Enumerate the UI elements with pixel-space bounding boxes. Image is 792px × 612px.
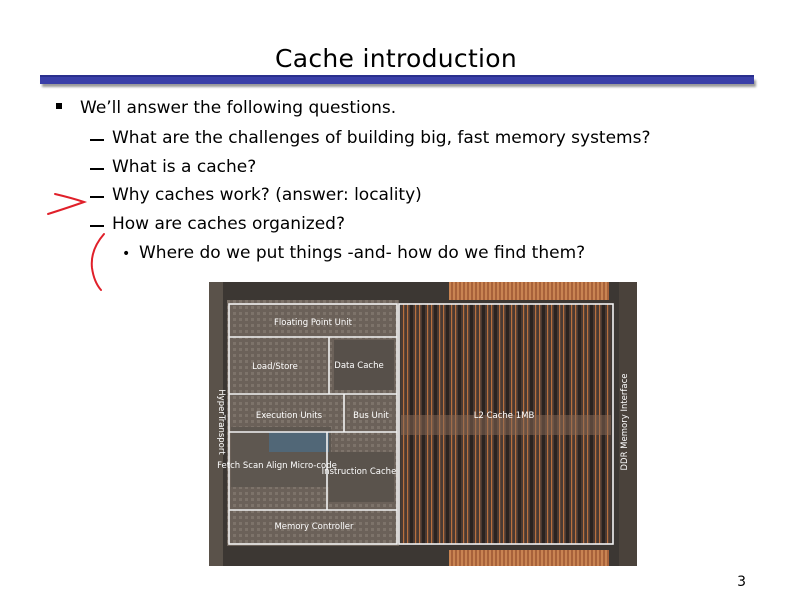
- bullet-main: We’ll answer the following questions.: [80, 98, 397, 118]
- die-label-instruction-cache: Instruction Cache: [321, 467, 397, 477]
- die-floorplan: [209, 282, 637, 566]
- bullet-subsub-1: Where do we put things -and- how do we find them?: [139, 243, 586, 263]
- bullet-sub-1: What are the challenges of building big, fast memory systems?: [112, 128, 651, 148]
- die-label-ddr-interface: DDR Memory Interface: [620, 373, 630, 471]
- die-label-fetch-scan: Fetch Scan Align Micro-code: [217, 461, 337, 471]
- die-label-hypertransport: HyperTransport: [216, 389, 226, 455]
- die-label-fpu: Floating Point Unit: [274, 318, 352, 328]
- die-label-execution-units: Execution Units: [255, 411, 323, 421]
- die-label-l2-cache: L2 Cache 1MB: [473, 411, 535, 421]
- page-number: 3: [737, 574, 746, 590]
- die-label-load-store: Load/Store: [252, 362, 298, 372]
- die-label-memory-controller: Memory Controller: [274, 522, 354, 532]
- paren-annotation-icon: [92, 234, 104, 290]
- cpu-die-photo: [209, 282, 637, 566]
- bullet-sub-4: How are caches organized?: [112, 214, 345, 234]
- slide-title: Cache introduction: [274, 44, 518, 73]
- dot-bullet-icon: •: [122, 246, 131, 262]
- die-label-bus-unit: Bus Unit: [353, 411, 389, 421]
- arrow-annotation-icon: [48, 194, 84, 214]
- die-label-data-cache: Data Cache: [334, 361, 384, 371]
- bullet-sub-3: Why caches work? (answer: locality): [112, 185, 422, 205]
- bullet-sub-2: What is a cache?: [112, 157, 257, 177]
